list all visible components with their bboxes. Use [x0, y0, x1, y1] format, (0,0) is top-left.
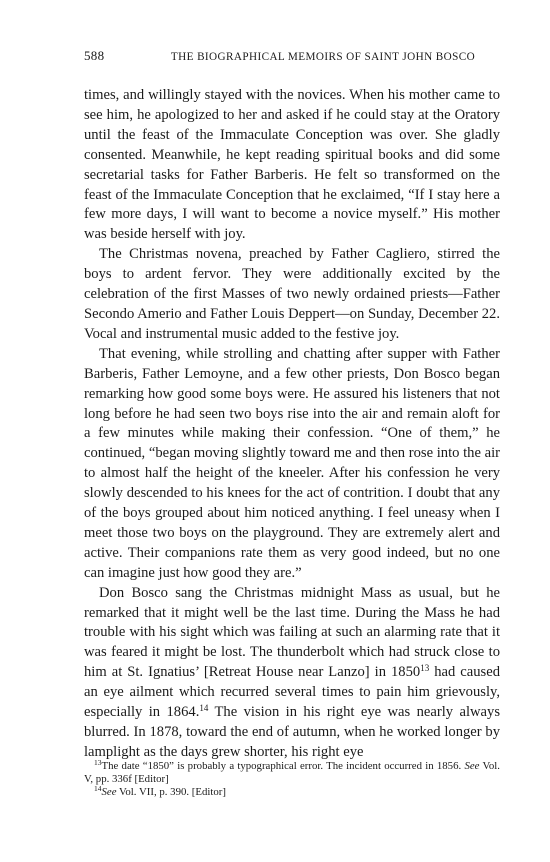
footnote-italic: See [101, 786, 117, 799]
footnote-italic: See [464, 760, 480, 772]
paragraph: That evening, while strolling and chatting after supper with Father Barberis, Father Lemoyne, and a few other priests, Don Bosco began remarking how good some boys were. He assured his listeners that not long before he had seen two boys rise into the air and remain aloft for a few minutes while making their confession. “One of them,” he continued, “began moving slightly toward me and then rose into the air to almost half the height of the kneeler. After his confession he very slowly descended to his knees for the act of contrition. I doubt that any of the boys grouped about him noticed anything. I feel uneasy when I meet those two boys on the playground. They are extremely alert and active. Their companions rate them as very good indeed, but no one can imagine just how good they are.” [84, 345, 500, 581]
paragraph-text: had caused an eye ailment which recurred several times to pain him grievously, especially in 1864. [84, 664, 500, 721]
footnote [84, 786, 500, 799]
footnote-reference: 13 [420, 663, 430, 674]
footnote-text: Vol. VII, p. 390. [Editor] [116, 786, 226, 799]
paragraph-text: Don Bosco sang the Christmas midnight Mass as usual, but he remarked that it might well be the last time. During the Mass he had trouble with his sight which was failing at such an alarming rate that it was feared it might be lost. The thunderbolt which had struck close to him at St. Ignatius’ [Retreat House near Lanzo] in 1850 [84, 584, 500, 681]
footnote-text: Vol. V, pp. 336f [Editor] [84, 760, 500, 786]
page-number: 588 [84, 48, 105, 63]
footnote-reference: 14 [199, 703, 209, 714]
footnote [84, 760, 500, 786]
footnote-text: The date “1850” is probably a typographical error. The incident occurred in 1856. [101, 760, 465, 772]
paragraph [84, 584, 500, 763]
page-header [84, 48, 504, 64]
running-head: THE BIOGRAPHICAL MEMOIRS OF SAINT JOHN BOSCO [170, 51, 476, 63]
footnotes [84, 760, 500, 800]
paragraph-text: The vision in his right eye was nearly always blurred. In 1878, toward the end of autumn, when he worked longer by lamplight as the days grew shorter, his right eye [84, 704, 500, 760]
footnote-marker: 13 [94, 758, 102, 767]
body-text [84, 86, 500, 763]
paragraph: The Christmas novena, preached by Father Cagliero, stirred the boys to ardent fervor. They were additionally excited by the celebration of the first Masses of two newly ordained priests—Father Secondo Amerio and Father Louis Deppert—on Sunday, December 22. Vocal and instrumental music added to the festive joy. [84, 246, 500, 342]
footnote-marker: 14 [94, 784, 102, 794]
paragraph: times, and willingly stayed with the novices. When his mother came to see him, he apologized to her and asked if he could stay at the Oratory until the feast of the Immaculate Conception was over. She gladly consented. Meanwhile, he kept reading spiritual books and did some secretarial tasks for Father Barberis. He felt so transformed on the feast of the Immaculate Conception that he exclaimed, “If I stay here a few more days, I will want to become a novice myself.” His mother was beside herself with joy. [84, 87, 500, 243]
